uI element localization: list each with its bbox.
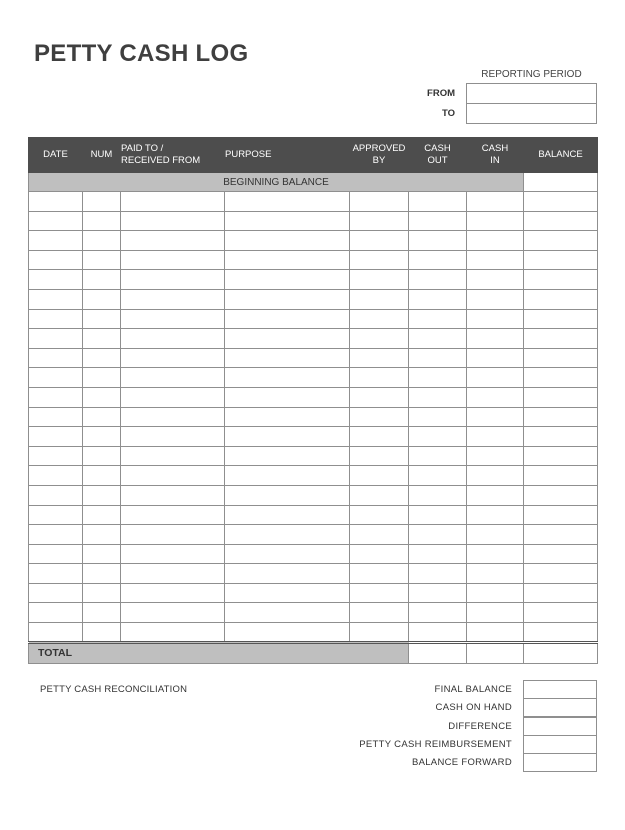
cell-paid-to[interactable] xyxy=(121,505,225,525)
reconciliation-value-field[interactable] xyxy=(523,735,597,754)
cell-cash-out[interactable] xyxy=(409,407,467,427)
cell-purpose[interactable] xyxy=(225,466,350,486)
cell-approved-by[interactable] xyxy=(350,368,409,388)
table-row xyxy=(29,211,598,231)
cell-paid-to[interactable] xyxy=(121,485,225,505)
cell-approved-by[interactable] xyxy=(350,270,409,290)
cell-balance[interactable] xyxy=(524,231,598,251)
cell-approved-by[interactable] xyxy=(350,211,409,231)
cell-num[interactable] xyxy=(83,231,121,251)
cell-paid-to[interactable] xyxy=(121,270,225,290)
header-num: NUM xyxy=(83,138,121,173)
cell-num[interactable] xyxy=(83,623,121,643)
header-cash-in xyxy=(467,138,524,173)
table-row xyxy=(29,583,598,603)
reconciliation-label: BALANCE FORWARD xyxy=(411,757,512,769)
cell-balance[interactable] xyxy=(524,407,598,427)
cell-paid-to[interactable] xyxy=(121,211,225,231)
table-row xyxy=(29,603,598,623)
cell-purpose[interactable] xyxy=(225,329,350,349)
header-purpose: PURPOSE xyxy=(225,138,350,173)
cell-cash-in[interactable] xyxy=(467,427,524,447)
cell-balance[interactable] xyxy=(524,564,598,584)
cell-cash-in[interactable] xyxy=(467,505,524,525)
cell-balance[interactable] xyxy=(524,192,598,212)
cell-balance[interactable] xyxy=(524,623,598,643)
cell-cash-in[interactable] xyxy=(467,603,524,623)
cell-paid-to[interactable] xyxy=(121,250,225,270)
cell-num[interactable] xyxy=(83,211,121,231)
cell-date[interactable] xyxy=(29,270,83,290)
cell-balance[interactable] xyxy=(524,211,598,231)
cell-cash-in[interactable] xyxy=(467,623,524,643)
cell-approved-by[interactable] xyxy=(350,603,409,623)
table-row xyxy=(29,329,598,349)
cell-cash-out[interactable] xyxy=(409,505,467,525)
to-label: TO xyxy=(441,108,455,119)
header-paid-to-line2: RECEIVED FROM xyxy=(121,155,201,166)
reconciliation-title: PETTY CASH RECONCILIATION xyxy=(40,684,188,695)
cell-num[interactable] xyxy=(83,583,121,603)
cell-num[interactable] xyxy=(83,485,121,505)
cell-purpose[interactable] xyxy=(225,192,350,212)
cell-balance[interactable] xyxy=(524,583,598,603)
cell-cash-in[interactable] xyxy=(467,231,524,251)
cell-paid-to[interactable] xyxy=(121,368,225,388)
cell-purpose[interactable] xyxy=(225,289,350,309)
cell-purpose[interactable] xyxy=(225,485,350,505)
cell-date[interactable] xyxy=(29,485,83,505)
total-balance-cell[interactable] xyxy=(524,642,598,663)
cell-balance[interactable] xyxy=(524,544,598,564)
cell-balance[interactable] xyxy=(524,250,598,270)
reconciliation-label: PETTY CASH REIMBURSEMENT xyxy=(359,738,512,750)
cell-cash-out[interactable] xyxy=(409,231,467,251)
cell-approved-by[interactable] xyxy=(350,583,409,603)
cell-num[interactable] xyxy=(83,525,121,545)
cell-date[interactable] xyxy=(29,348,83,368)
total-row xyxy=(29,642,598,663)
cell-paid-to[interactable] xyxy=(121,466,225,486)
to-date-field[interactable] xyxy=(466,103,597,124)
cell-cash-out[interactable] xyxy=(409,309,467,329)
table-row xyxy=(29,309,598,329)
cell-approved-by[interactable] xyxy=(350,289,409,309)
cell-paid-to[interactable] xyxy=(121,603,225,623)
cell-purpose[interactable] xyxy=(225,544,350,564)
page-title: PETTY CASH LOG xyxy=(34,40,249,67)
cell-date[interactable] xyxy=(29,407,83,427)
header-balance: BALANCE xyxy=(524,138,598,173)
cell-paid-to[interactable] xyxy=(121,564,225,584)
cell-date[interactable] xyxy=(29,211,83,231)
cell-date[interactable] xyxy=(29,387,83,407)
header-paid-to xyxy=(121,138,225,173)
cell-cash-out[interactable] xyxy=(409,329,467,349)
cell-approved-by[interactable] xyxy=(350,466,409,486)
cell-paid-to[interactable] xyxy=(121,446,225,466)
cell-balance[interactable] xyxy=(524,505,598,525)
total-cash-out-cell[interactable] xyxy=(409,642,467,663)
cell-cash-out[interactable] xyxy=(409,211,467,231)
from-date-field[interactable] xyxy=(466,83,597,104)
reconciliation-value-field[interactable] xyxy=(523,698,597,717)
cell-paid-to[interactable] xyxy=(121,583,225,603)
cell-date[interactable] xyxy=(29,368,83,388)
reconciliation-value-field[interactable] xyxy=(523,717,597,736)
cell-approved-by[interactable] xyxy=(350,309,409,329)
table-row xyxy=(29,564,598,584)
cell-purpose[interactable] xyxy=(225,603,350,623)
header-approved-line1: APPROVED xyxy=(352,143,406,154)
cell-date[interactable] xyxy=(29,603,83,623)
table-row xyxy=(29,544,598,564)
table-row xyxy=(29,387,598,407)
cell-cash-out[interactable] xyxy=(409,466,467,486)
cell-cash-out[interactable] xyxy=(409,603,467,623)
cell-balance[interactable] xyxy=(524,387,598,407)
cell-cash-out[interactable] xyxy=(409,270,467,290)
cell-cash-in[interactable] xyxy=(467,387,524,407)
cell-num[interactable] xyxy=(83,387,121,407)
cell-approved-by[interactable] xyxy=(350,329,409,349)
cell-balance[interactable] xyxy=(524,525,598,545)
cell-num[interactable] xyxy=(83,270,121,290)
cell-approved-by[interactable] xyxy=(350,623,409,643)
header-cash-out xyxy=(409,138,467,173)
table-row xyxy=(29,192,598,212)
cell-approved-by[interactable] xyxy=(350,427,409,447)
header-cash-in-line1: CASH xyxy=(481,143,509,154)
cell-num[interactable] xyxy=(83,505,121,525)
cell-purpose[interactable] xyxy=(225,564,350,584)
cell-purpose[interactable] xyxy=(225,623,350,643)
cell-cash-in[interactable] xyxy=(467,564,524,584)
cell-num[interactable] xyxy=(83,603,121,623)
cell-approved-by[interactable] xyxy=(350,407,409,427)
cell-cash-out[interactable] xyxy=(409,250,467,270)
cell-cash-out[interactable] xyxy=(409,387,467,407)
table-row xyxy=(29,407,598,427)
cell-approved-by[interactable] xyxy=(350,505,409,525)
beginning-balance-cell[interactable] xyxy=(524,173,598,192)
cell-purpose[interactable] xyxy=(225,446,350,466)
cell-approved-by[interactable] xyxy=(350,387,409,407)
cell-date[interactable] xyxy=(29,544,83,564)
cell-cash-out[interactable] xyxy=(409,485,467,505)
cell-purpose[interactable] xyxy=(225,505,350,525)
cell-approved-by[interactable] xyxy=(350,192,409,212)
cell-cash-in[interactable] xyxy=(467,485,524,505)
cell-cash-in[interactable] xyxy=(467,348,524,368)
cell-cash-out[interactable] xyxy=(409,525,467,545)
cell-cash-out[interactable] xyxy=(409,192,467,212)
cell-num[interactable] xyxy=(83,192,121,212)
cell-balance[interactable] xyxy=(524,427,598,447)
cell-purpose[interactable] xyxy=(225,368,350,388)
cell-cash-in[interactable] xyxy=(467,192,524,212)
cell-approved-by[interactable] xyxy=(350,250,409,270)
cell-approved-by[interactable] xyxy=(350,231,409,251)
cell-cash-in[interactable] xyxy=(467,368,524,388)
cell-num[interactable] xyxy=(83,368,121,388)
cell-balance[interactable] xyxy=(524,368,598,388)
cell-date[interactable] xyxy=(29,623,83,643)
cell-paid-to[interactable] xyxy=(121,525,225,545)
header-cash-in-line2: IN xyxy=(490,155,500,166)
cell-balance[interactable] xyxy=(524,270,598,290)
cell-cash-out[interactable] xyxy=(409,446,467,466)
cell-cash-in[interactable] xyxy=(467,525,524,545)
petty-cash-table xyxy=(28,137,598,664)
cell-purpose[interactable] xyxy=(225,348,350,368)
cell-cash-in[interactable] xyxy=(467,544,524,564)
cell-paid-to[interactable] xyxy=(121,192,225,212)
cell-date[interactable] xyxy=(29,564,83,584)
reconciliation-label: FINAL BALANCE xyxy=(434,684,512,695)
cell-purpose[interactable] xyxy=(225,250,350,270)
cell-cash-in[interactable] xyxy=(467,309,524,329)
reconciliation-label: DIFFERENCE xyxy=(448,720,512,732)
cell-purpose[interactable] xyxy=(225,211,350,231)
cell-balance[interactable] xyxy=(524,466,598,486)
cell-paid-to[interactable] xyxy=(121,289,225,309)
cell-paid-to[interactable] xyxy=(121,544,225,564)
cell-cash-out[interactable] xyxy=(409,623,467,643)
cell-cash-in[interactable] xyxy=(467,211,524,231)
table-header-row xyxy=(29,138,598,173)
cell-balance[interactable] xyxy=(524,329,598,349)
cell-balance[interactable] xyxy=(524,309,598,329)
cell-cash-in[interactable] xyxy=(467,329,524,349)
cell-cash-out[interactable] xyxy=(409,368,467,388)
cell-cash-in[interactable] xyxy=(467,407,524,427)
table-row xyxy=(29,368,598,388)
cell-date[interactable] xyxy=(29,289,83,309)
cell-date[interactable] xyxy=(29,466,83,486)
table-row xyxy=(29,289,598,309)
table-row xyxy=(29,485,598,505)
cell-cash-out[interactable] xyxy=(409,583,467,603)
cell-balance[interactable] xyxy=(524,446,598,466)
beginning-balance-label: BEGINNING BALANCE xyxy=(29,173,524,192)
total-cash-in-cell[interactable] xyxy=(467,642,524,663)
cell-num[interactable] xyxy=(83,564,121,584)
table-row xyxy=(29,525,598,545)
cell-cash-out[interactable] xyxy=(409,289,467,309)
cell-num[interactable] xyxy=(83,348,121,368)
cell-purpose[interactable] xyxy=(225,387,350,407)
cell-date[interactable] xyxy=(29,309,83,329)
table-row xyxy=(29,231,598,251)
cell-purpose[interactable] xyxy=(225,309,350,329)
cell-date[interactable] xyxy=(29,525,83,545)
cell-num[interactable] xyxy=(83,329,121,349)
cell-approved-by[interactable] xyxy=(350,564,409,584)
cell-purpose[interactable] xyxy=(225,525,350,545)
beginning-balance-row xyxy=(29,173,598,192)
table-row xyxy=(29,446,598,466)
cell-num[interactable] xyxy=(83,466,121,486)
cell-approved-by[interactable] xyxy=(350,446,409,466)
header-date: DATE xyxy=(29,138,83,173)
table-row xyxy=(29,466,598,486)
cell-paid-to[interactable] xyxy=(121,329,225,349)
cell-paid-to[interactable] xyxy=(121,309,225,329)
cell-cash-out[interactable] xyxy=(409,427,467,447)
reporting-period-label: REPORTING PERIOD xyxy=(481,69,582,80)
header-paid-to-line1: PAID TO / xyxy=(121,143,164,154)
cell-paid-to[interactable] xyxy=(121,348,225,368)
table-row xyxy=(29,250,598,270)
cell-date[interactable] xyxy=(29,250,83,270)
cell-balance[interactable] xyxy=(524,603,598,623)
cell-approved-by[interactable] xyxy=(350,348,409,368)
cell-num[interactable] xyxy=(83,309,121,329)
from-label: FROM xyxy=(427,88,455,99)
cell-date[interactable] xyxy=(29,329,83,349)
table-row xyxy=(29,348,598,368)
cell-date[interactable] xyxy=(29,446,83,466)
table-row xyxy=(29,505,598,525)
cell-cash-in[interactable] xyxy=(467,583,524,603)
cell-date[interactable] xyxy=(29,192,83,212)
cell-num[interactable] xyxy=(83,407,121,427)
header-cash-out-line1: CASH xyxy=(424,143,451,154)
total-label: TOTAL xyxy=(29,642,409,663)
cell-date[interactable] xyxy=(29,583,83,603)
cell-cash-in[interactable] xyxy=(467,270,524,290)
table-row xyxy=(29,270,598,290)
cell-paid-to[interactable] xyxy=(121,623,225,643)
cell-paid-to[interactable] xyxy=(121,387,225,407)
cell-paid-to[interactable] xyxy=(121,427,225,447)
cell-paid-to[interactable] xyxy=(121,407,225,427)
cell-purpose[interactable] xyxy=(225,231,350,251)
cell-cash-out[interactable] xyxy=(409,564,467,584)
table-row xyxy=(29,427,598,447)
cell-cash-in[interactable] xyxy=(467,250,524,270)
cell-num[interactable] xyxy=(83,289,121,309)
cell-date[interactable] xyxy=(29,231,83,251)
header-cash-out-line2: OUT xyxy=(427,155,448,166)
cell-purpose[interactable] xyxy=(225,583,350,603)
cell-purpose[interactable] xyxy=(225,427,350,447)
cell-date[interactable] xyxy=(29,505,83,525)
cell-cash-out[interactable] xyxy=(409,544,467,564)
cell-balance[interactable] xyxy=(524,348,598,368)
cell-purpose[interactable] xyxy=(225,407,350,427)
cell-cash-in[interactable] xyxy=(467,446,524,466)
reconciliation-label: CASH ON HAND xyxy=(435,702,512,714)
reconciliation-value-field[interactable] xyxy=(523,680,597,699)
cell-balance[interactable] xyxy=(524,485,598,505)
cell-num[interactable] xyxy=(83,427,121,447)
cell-paid-to[interactable] xyxy=(121,231,225,251)
cell-cash-in[interactable] xyxy=(467,289,524,309)
cell-approved-by[interactable] xyxy=(350,485,409,505)
cell-date[interactable] xyxy=(29,427,83,447)
table-row xyxy=(29,623,598,643)
reconciliation-value-field[interactable] xyxy=(523,753,597,772)
cell-purpose[interactable] xyxy=(225,270,350,290)
cell-num[interactable] xyxy=(83,250,121,270)
header-approved-by xyxy=(350,138,409,173)
cell-approved-by[interactable] xyxy=(350,525,409,545)
cell-num[interactable] xyxy=(83,544,121,564)
cell-balance[interactable] xyxy=(524,289,598,309)
cell-cash-out[interactable] xyxy=(409,348,467,368)
cell-num[interactable] xyxy=(83,446,121,466)
cell-approved-by[interactable] xyxy=(350,544,409,564)
cell-cash-in[interactable] xyxy=(467,466,524,486)
header-approved-line2: BY xyxy=(372,155,386,166)
